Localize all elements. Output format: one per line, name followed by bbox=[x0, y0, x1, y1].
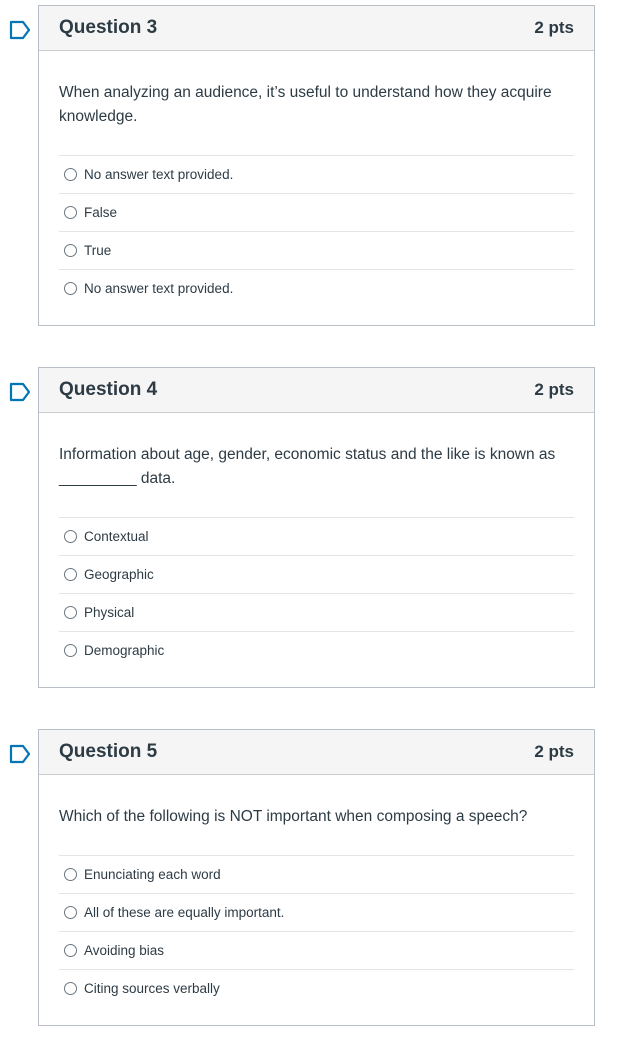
radio-unchecked-icon[interactable] bbox=[64, 606, 77, 619]
answer-option[interactable] bbox=[59, 518, 574, 556]
question-body bbox=[39, 413, 594, 687]
answer-list bbox=[59, 517, 574, 669]
radio-unchecked-icon[interactable] bbox=[64, 530, 77, 543]
radio-unchecked-icon[interactable] bbox=[64, 644, 77, 657]
question-body bbox=[39, 51, 594, 325]
radio-unchecked-icon[interactable] bbox=[64, 206, 77, 219]
question-points: 2 pts bbox=[534, 380, 574, 399]
answer-label: Enunciating each word bbox=[84, 867, 221, 882]
answer-option[interactable] bbox=[59, 156, 574, 194]
question-title: Question 3 bbox=[59, 17, 158, 38]
question-header bbox=[39, 6, 594, 51]
question-body bbox=[39, 775, 594, 1025]
question-card bbox=[38, 5, 595, 326]
answer-label: Physical bbox=[84, 605, 135, 620]
question-points: 2 pts bbox=[534, 742, 574, 761]
radio-unchecked-icon[interactable] bbox=[64, 944, 77, 957]
answer-label: Geographic bbox=[84, 567, 154, 582]
question-card bbox=[38, 729, 595, 1026]
answer-label: No answer text provided. bbox=[84, 281, 234, 296]
flag-question-icon[interactable] bbox=[9, 744, 31, 764]
question-title: Question 5 bbox=[59, 741, 158, 762]
question-text: Which of the following is NOT important when composing a speech? bbox=[59, 808, 528, 825]
answer-label: True bbox=[84, 243, 112, 258]
flag-question-icon[interactable] bbox=[9, 20, 31, 40]
radio-unchecked-icon[interactable] bbox=[64, 244, 77, 257]
radio-unchecked-icon[interactable] bbox=[64, 282, 77, 295]
answer-option[interactable] bbox=[59, 632, 574, 669]
question-text: When analyzing an audience, it’s useful to understand how they acquire knowledge. bbox=[59, 84, 552, 125]
answer-label: All of these are equally important. bbox=[84, 905, 285, 920]
radio-unchecked-icon[interactable] bbox=[64, 168, 77, 181]
answer-option[interactable] bbox=[59, 932, 574, 970]
radio-unchecked-icon[interactable] bbox=[64, 868, 77, 881]
answer-label: No answer text provided. bbox=[84, 167, 234, 182]
question-text: Information about age, gender, economic status and the like is known as _________ data. bbox=[59, 446, 556, 487]
answer-option[interactable] bbox=[59, 556, 574, 594]
question-header bbox=[39, 368, 594, 413]
answer-label: False bbox=[84, 205, 118, 220]
answer-label: Contextual bbox=[84, 529, 149, 544]
answer-option[interactable] bbox=[59, 856, 574, 894]
answer-option[interactable] bbox=[59, 894, 574, 932]
answer-list bbox=[59, 855, 574, 1007]
radio-unchecked-icon[interactable] bbox=[64, 982, 77, 995]
answer-list bbox=[59, 155, 574, 307]
answer-option[interactable] bbox=[59, 970, 574, 1007]
answer-option[interactable] bbox=[59, 194, 574, 232]
flag-question-icon[interactable] bbox=[9, 382, 31, 402]
answer-label: Demographic bbox=[84, 643, 165, 658]
answer-label: Citing sources verbally bbox=[84, 981, 220, 996]
question-card bbox=[38, 367, 595, 688]
question-title: Question 4 bbox=[59, 379, 158, 400]
radio-unchecked-icon[interactable] bbox=[64, 568, 77, 581]
radio-unchecked-icon[interactable] bbox=[64, 906, 77, 919]
question-header bbox=[39, 730, 594, 775]
question-points: 2 pts bbox=[534, 18, 574, 37]
answer-option[interactable] bbox=[59, 232, 574, 270]
answer-option[interactable] bbox=[59, 270, 574, 307]
answer-label: Avoiding bias bbox=[84, 943, 165, 958]
answer-option[interactable] bbox=[59, 594, 574, 632]
